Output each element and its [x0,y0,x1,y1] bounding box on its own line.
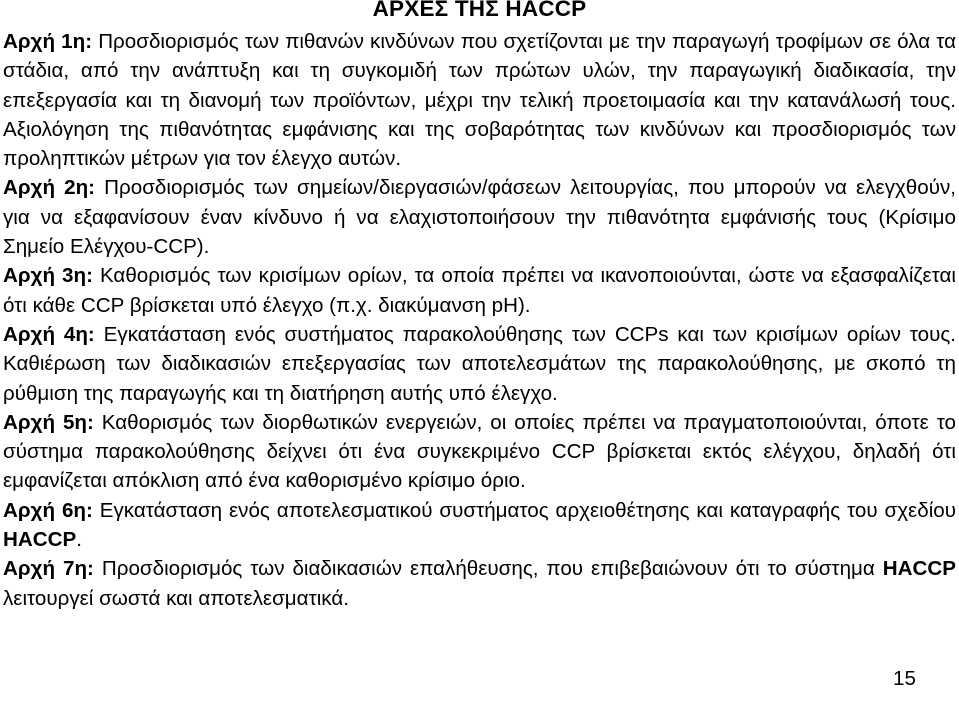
principle-5-label: Αρχή 5η: [3,410,94,434]
principle-4-label: Αρχή 4η: [3,322,95,346]
principle-7 [3,554,956,613]
principle-6-text-end: . [76,528,82,552]
principle-5-text: Καθορισμός των διορθωτικών ενεργειών, οι οποίες πρέπει να πραγματοποιούνται, όποτε το σύστημα παρακολούθησης δείχνει ότι ένα συγκεκριμένο CCP βρίσκεται εκτός ελέγχου, δηλαδή ότι εμφανίζεται απόκλιση από ένα καθορισμένο κρίσιμο όριο. [3,410,956,493]
principle-1 [3,27,956,173]
principle-5 [3,408,956,496]
principle-3-text: Καθορισμός των κρισίμων ορίων, τα οποία πρέπει να ικανοποιούνται, ώστε να εξασφαλίζεται ότι κάθε CCP βρίσκεται υπό έλεγχο (π.χ. διακύμανση pH). [3,264,956,317]
principle-3-label: Αρχή 3η: [3,264,93,288]
principle-6-label: Αρχή 6η: [3,498,93,522]
principle-7-text-end: λειτουργεί σωστά και αποτελεσματικά. [3,586,349,610]
principle-2-label: Αρχή 2η: [3,176,96,200]
principle-7-haccp-term: HACCP [882,557,956,581]
principle-3 [3,261,956,320]
principle-2-text: Προσδιορισμός των σημείων/διεργασιών/φάσεων λειτουργίας, που μπορούν να ελεγχθούν, για να εξαφανίσουν έναν κίνδυνο ή να ελαχιστοποιήσουν την πιθανότητα εμφάνισής τους (Κρίσιμο Σημείο Ελέγχου-CCP). [3,176,956,259]
principle-4-text: Εγκατάσταση ενός συστήματος παρακολούθησης των CCPs και των κρισίμων ορίων τους. Καθιέρωση των διαδικασιών επεξεργασίας των αποτελεσμάτων της παρακολούθησης, με σκοπό τη ρύθμιση της παραγωγής και τη διατήρηση αυτής υπό έλεγχο. [3,322,956,405]
principle-1-label: Αρχή 1η: [3,30,93,53]
principle-7-text: Προσδιορισμός των διαδικασιών επαλήθευσης, που επιβεβαιώνουν ότι το σύστημα [101,557,883,581]
principle-4 [3,320,956,408]
principles-list [3,27,956,613]
principle-6 [3,496,956,555]
principle-7-label: Αρχή 7η: [3,557,94,581]
page-title: ΑΡΧΕΣ ΤΗΣ HACCP [372,0,587,21]
page-number: 15 [893,667,916,690]
principle-6-text: Εγκατάσταση ενός αποτελεσματικού συστήματος αρχειοθέτησης και καταγραφής του σχεδίου [99,498,956,522]
principle-1-text: Προσδιορισμός των πιθανών κινδύνων που σχετίζονται με την παραγωγή τροφίμων σε όλα τα στάδια, από την ανάπτυξη και τη συγκομιδή των πρώτων υλών, την παραγωγική διαδικασία, την επεξεργασία και τη διανομή των προϊόντων, μέχρι την τελική προετοιμασία και την κατανάλωσή τους. Αξιολόγηση της πιθανότητας εμφάνισης και της σοβαρότητας των κινδύνων και προσδιορισμός των προληπτικών μέτρων για τον έλεγχο αυτών. [3,30,956,171]
principle-2 [3,173,956,261]
principle-6-haccp-term: HACCP [3,528,77,552]
